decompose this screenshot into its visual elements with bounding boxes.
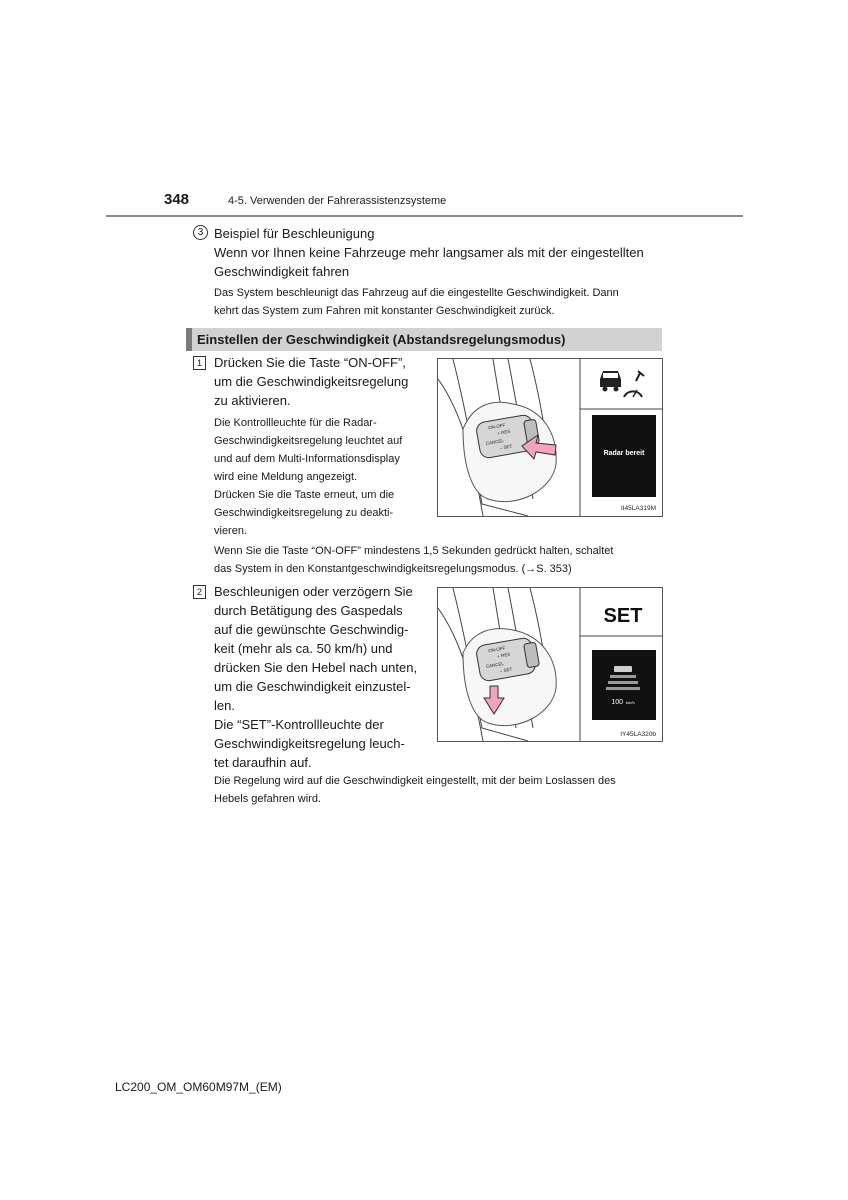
step2-instruction [214, 582, 424, 772]
step1-note-b [214, 486, 424, 540]
step1-note-c [214, 542, 613, 578]
step1-line: zu aktivieren. [214, 393, 291, 408]
chapter-title: 4-5. Verwenden der Fahrerassistenzsysteme [228, 195, 447, 207]
circled-number-3: 3 [193, 225, 208, 240]
lever-label: ON-OFF [487, 645, 506, 654]
step2-line: len. [214, 698, 235, 713]
step2-line: durch Betätigung des Gaspedals [214, 603, 403, 618]
step1-note-a [214, 414, 424, 486]
step1-note-line: wird eine Meldung angezeigt. [214, 471, 358, 483]
mid-display [592, 650, 656, 720]
step1-note-line: das System in den Konstantgeschwindigkeitsregelungsmodus. (→S. 353) [214, 563, 572, 575]
step2-line: keit (mehr als ca. 50 km/h) und [214, 641, 393, 656]
step1-note-line: Die Kontrollleuchte für die Radar- [214, 417, 377, 429]
step2-note-line: Hebels gefahren wird. [214, 793, 322, 805]
header-rule [106, 215, 743, 217]
step1-note-line: Geschwindigkeitsregelung leuchtet auf [214, 435, 403, 447]
figure-lever-down-illustration [438, 588, 662, 741]
step2-line: Beschleunigen oder verzögern Sie [214, 584, 413, 599]
lever-label: – SET [499, 666, 513, 674]
step1-note-line: und auf dem Multi-Informationsdisplay [214, 453, 400, 465]
step1-note-line: vieren. [214, 525, 248, 537]
figure-lever-illustration [438, 359, 662, 516]
radar-cruise-indicator-icon [600, 371, 644, 397]
display-message: Radar bereit [603, 450, 645, 457]
display-speed-unit: km/h [626, 700, 635, 705]
step1-note-line: Geschwindigkeitsregelung zu deakti- [214, 507, 394, 519]
step2-line: Die “SET”-Kontrollleuchte der [214, 717, 384, 732]
step2-note [214, 772, 616, 808]
item3-line: Beispiel für Beschleunigung [214, 226, 375, 241]
item3-note-line: Das System beschleunigt das Fahrzeug auf die eingestellte Geschwindigkeit. Dann [214, 287, 619, 299]
lever-label: – SET [499, 443, 513, 451]
step1-note-line: Wenn Sie die Taste “ON-OFF” mindestens 1,5 Sekunden gedrückt halten, schaltet [214, 545, 614, 557]
lever-label: CANCEL [485, 437, 505, 447]
figure-code: IY45LA320b [620, 731, 656, 738]
figure-code: II45LA319M [620, 505, 656, 512]
page-number: 348 [164, 191, 190, 208]
item3-heading [214, 224, 644, 281]
step-number-2: 2 [193, 585, 206, 599]
step1-note-line: Drücken Sie die Taste erneut, um die [214, 489, 395, 501]
section-accent [186, 328, 192, 351]
step2-line: tet daraufhin auf. [214, 755, 312, 770]
section-title: Einstellen der Geschwindigkeit (Abstandsregelungsmodus) [197, 332, 566, 347]
step2-note-line: Die Regelung wird auf die Geschwindigkeit eingestellt, mit der beim Loslassen des [214, 775, 616, 787]
item3-line: Geschwindigkeit fahren [214, 264, 350, 279]
step2-line: Geschwindigkeitsregelung leuch- [214, 736, 405, 751]
figure-set-speed [437, 587, 663, 742]
section-header-bar [186, 328, 662, 351]
item3-note-line: kehrt das System zum Fahren mit konstanter Geschwindigkeit zurück. [214, 305, 555, 317]
item3-line: Wenn vor Ihnen keine Fahrzeuge mehr langsamer als mit der eingestellten [214, 245, 644, 260]
step2-line: auf die gewünschte Geschwindig- [214, 622, 409, 637]
step-number-1: 1 [193, 356, 206, 370]
step1-line: um die Geschwindigkeitsregelung [214, 374, 409, 389]
display-speed: 100 [611, 699, 623, 706]
figure-radar-ready [437, 358, 663, 517]
step2-line: um die Geschwindigkeit einzustel- [214, 679, 411, 694]
step1-instruction [214, 353, 424, 410]
step1-line: Drücken Sie die Taste “ON-OFF”, [214, 355, 406, 370]
item3-note [214, 284, 619, 320]
document-code: LC200_OM_OM60M97M_(EM) [115, 1080, 282, 1094]
step2-line: drücken Sie den Hebel nach unten, [214, 660, 418, 675]
lever-label: ON-OFF [487, 422, 506, 431]
lever-label: CANCEL [485, 660, 505, 670]
set-indicator: SET [603, 605, 643, 627]
lever-label: + RES [496, 428, 511, 436]
lever-label: + RES [496, 651, 511, 659]
